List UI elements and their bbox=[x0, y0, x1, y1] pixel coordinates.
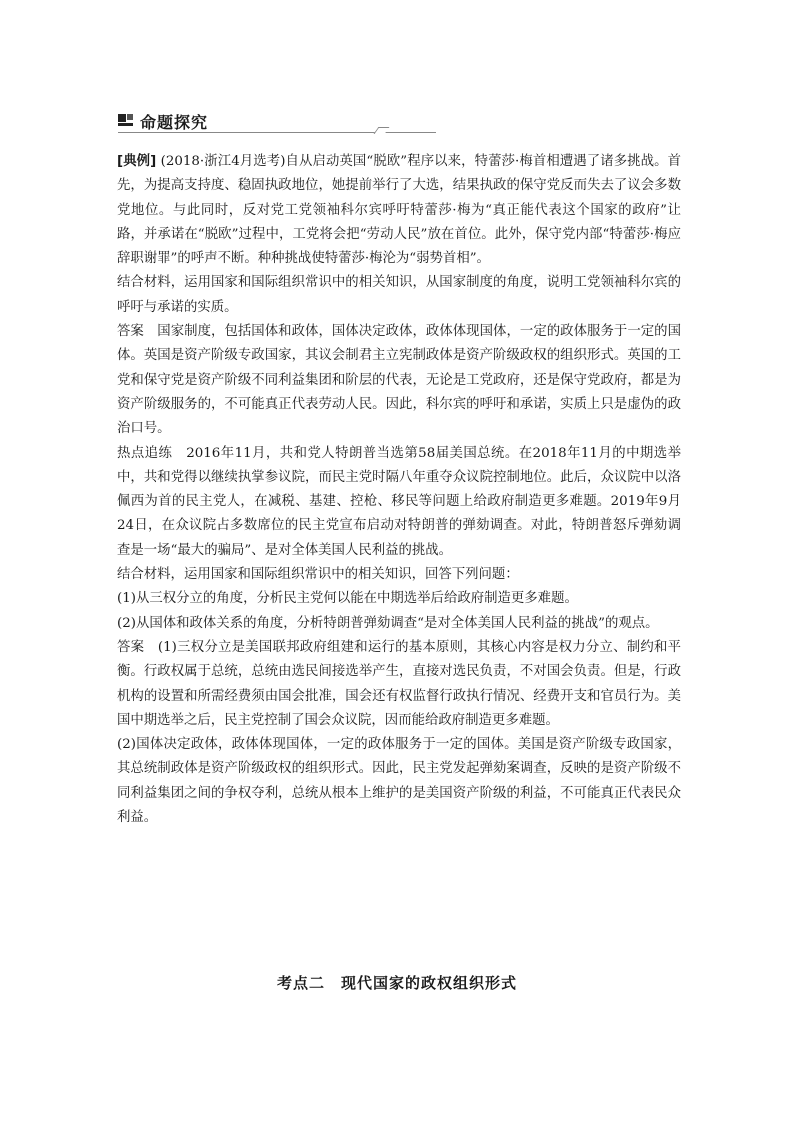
answer-label: 答案 bbox=[117, 639, 145, 655]
practice-question-1: (1)从三权分立的角度，分析民主党何以能在中期选举后给政府制造更多难题。 bbox=[117, 591, 578, 607]
content-body bbox=[117, 150, 681, 830]
section-marker-icon-bar bbox=[118, 123, 133, 126]
example-tag: [典例] bbox=[117, 154, 157, 169]
practice-answer-2: (2)国体决定政体，政体体现国体，一定的政体服务于一定的国体。美国是资产阶级专政国家，其总统制政体是资产阶级政权的组织形式。因此，民主党发起弹劾案调查，反映的是资产阶级不同利益集团之间的争权夺利，总统从根本上维护的是美国资产阶级的利益，不可能真正代表民众利益。 bbox=[117, 737, 681, 826]
practice-intro: 结合材料，运用国家和国际组织常识中的相关知识，回答下列问题： bbox=[117, 567, 519, 583]
example-question: 结合材料，运用国家和国际组织常识中的相关知识，从国家制度的角度，说明工党领袖科尔宾的呼吁与承诺的实质。 bbox=[117, 275, 681, 315]
practice-answer-1 bbox=[117, 636, 681, 733]
next-section-title: 考点二 现代国家的政权组织形式 bbox=[276, 974, 517, 992]
practice-answer-1-text: (1)三权分立是美国联邦政府组建和运行的基本原则，其核心内容是权力分立、制约和平衡。行政权属于总统，总统由选民间接选举产生，直接对选民负责，不对国会负责。但是，行政机构的设置和所需经费须由国会批准，国会还有权监督行政执行情况、经费开支和官员行为。美国中期选举之后，民主党控制了国会众议院，因而能给政府制造更多难题。 bbox=[117, 639, 682, 728]
practice-question-2: (2)从国体和政体关系的角度，分析特朗普弹劾调查“是对全体美国人民利益的挑战”的观点。 bbox=[117, 615, 659, 631]
practice-paragraph bbox=[117, 442, 681, 563]
practice-tag: 热点追练 bbox=[117, 445, 173, 461]
section-marker-icon-part bbox=[127, 114, 133, 120]
section-marker-icon bbox=[118, 114, 126, 122]
section-divider bbox=[118, 132, 436, 133]
example-answer-text: 国家制度，包括国体和政体，国体决定政体，政体体现国体，一定的政体服务于一定的国体。英国是资产阶级专政国家，其议会制君主立宪制政体是资产阶级政权的组织形式。英国的工党和保守党是资产阶级不同利益集团和阶层的代表，无论是工党政府，还是保守党政府，都是为资产阶级服务的，不可能真正代表劳动人民。因此，科尔宾的呼吁和承诺，实质上只是虚伪的政治口号。 bbox=[117, 324, 682, 437]
answer-label: 答案 bbox=[117, 324, 144, 340]
practice-text: 2016年11月，共和党人特朗普当选第58届美国总统。在2018年11月的中期选举中，共和党得以继续执掌参议院，而民主党时隔八年重夺众议院控制地位。此后，众议院中以洛佩西为首的民主党人，在减税、基建、控枪、移民等问题上给政府制造更多难题。2019年9月24日，在众议院占多数席位的民主党宣布启动对特朗普的弹劾调查。对此，特朗普怒斥弹劾调查是一场“最大的骗局”、是对全体美国人民利益的挑战。 bbox=[117, 445, 682, 558]
example-answer bbox=[117, 320, 681, 441]
example-text: (2018·浙江4月选考)自从启动英国“脱欧”程序以来，特蕾莎·梅首相遭遇了诸多挑战。首先，为提高支持度、稳固执政地位，她提前举行了大选，结果执政的保守党反而失去了议会多数党地位。与此同时，反对党工党领袖科尔宾呼吁特蕾莎·梅为“真正能代表这个国家的政府”让路，并承诺在“脱欧”过程中，工党将会把“劳动人民”放在首位。此外，保守党内部“特蕾莎·梅应辞职谢罪”的呼声不断。种种挑战使特蕾莎·梅沦为“弱势首相”。 bbox=[117, 154, 681, 267]
example-paragraph bbox=[117, 150, 681, 271]
section-title: 命题探究 bbox=[140, 113, 209, 132]
section-header bbox=[118, 110, 436, 136]
